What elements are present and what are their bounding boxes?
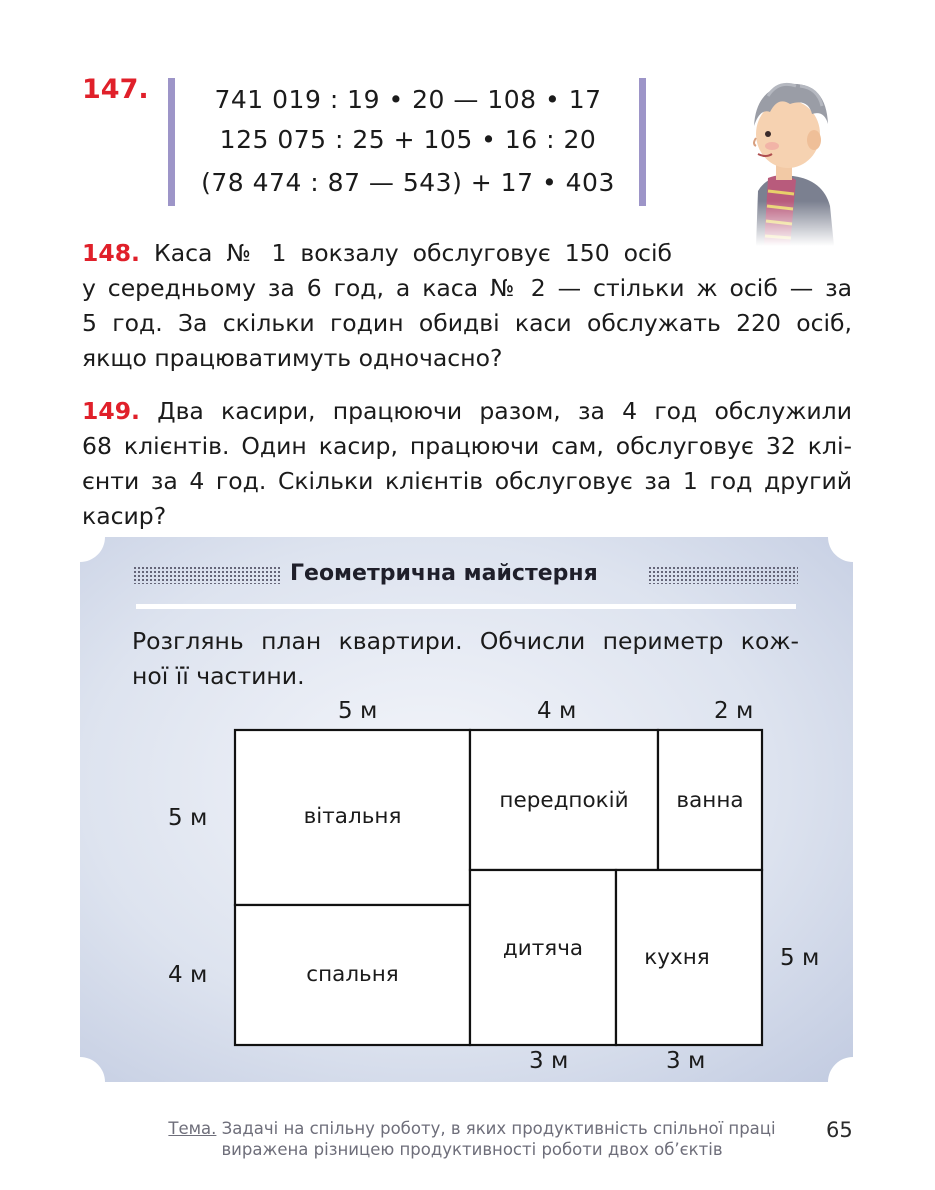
problem-147-number: 147. xyxy=(82,74,149,105)
expression-3: (78 474 : 87 — 543) + 17 • 403 xyxy=(201,168,615,197)
geometry-task-line-1: Розглянь план квартири. Обчисли периметр кож- xyxy=(132,627,799,655)
problem-149-line-4: касир? xyxy=(82,502,167,530)
dim-bottom-kitchen: 3 м xyxy=(666,1048,706,1074)
room-label-living: вітальня xyxy=(303,804,402,829)
room-label-hall: передпокій xyxy=(499,788,629,813)
problem-149-line-1: Два касири, працюючи разом, за 4 год обслужили xyxy=(157,397,852,425)
dim-top-bath: 2 м xyxy=(714,698,754,724)
dim-top-living: 5 м xyxy=(338,698,378,724)
dim-left-lower: 4 м xyxy=(168,962,208,988)
room-label-kids: дитяча xyxy=(502,936,584,961)
dim-bottom-kids: 3 м xyxy=(529,1048,569,1074)
footer-topic-line-1: Задачі на спільну роботу, в яких продуктивність спільної праці xyxy=(221,1119,776,1138)
problem-149-line-2: 68 клієнтів. Один касир, працюючи сам, обслуговує 32 клі- xyxy=(82,432,852,460)
footer-topic xyxy=(152,1118,792,1160)
room-label-bedroom: спальня xyxy=(306,962,399,987)
footer-topic-label: Тема. xyxy=(168,1119,217,1138)
problem-148-line-3: 5 год. За скільки годин обидві каси обслужать 220 осіб, xyxy=(82,309,852,337)
expression-2: 125 075 : 25 + 105 • 16 : 20 xyxy=(219,125,597,154)
problem-148-number: 148. xyxy=(82,239,140,267)
expression-1: 741 019 : 19 • 20 — 108 • 17 xyxy=(214,85,602,114)
dim-left-upper: 5 м xyxy=(168,805,208,831)
page-number: 65 xyxy=(826,1118,853,1142)
problem-148-line-2: у середньому за 6 год, а каса № 2 — стільки ж осіб — за xyxy=(82,274,852,302)
geometry-task-line-2: ної її частини. xyxy=(132,662,305,690)
geometry-title: Геометрична майстерня xyxy=(290,561,598,586)
room-label-kitchen: кухня xyxy=(644,945,710,970)
problem-148-line-4: якщо працюватимуть одночасно? xyxy=(82,344,503,372)
footer-topic-line-2: виражена різницею продуктивності роботи двох об’єктів xyxy=(221,1140,723,1159)
problem-149-number: 149. xyxy=(82,397,140,425)
dim-right: 5 м xyxy=(780,945,820,971)
dim-top-hall: 4 м xyxy=(537,698,577,724)
problem-149-line-3: єнти за 4 год. Скільки клієнтів обслуговує за 1 год другий xyxy=(82,467,852,495)
problem-148-line-1: Каса № 1 вокзалу обслуговує 150 осіб xyxy=(154,239,672,267)
room-label-bath: ванна xyxy=(676,788,744,813)
